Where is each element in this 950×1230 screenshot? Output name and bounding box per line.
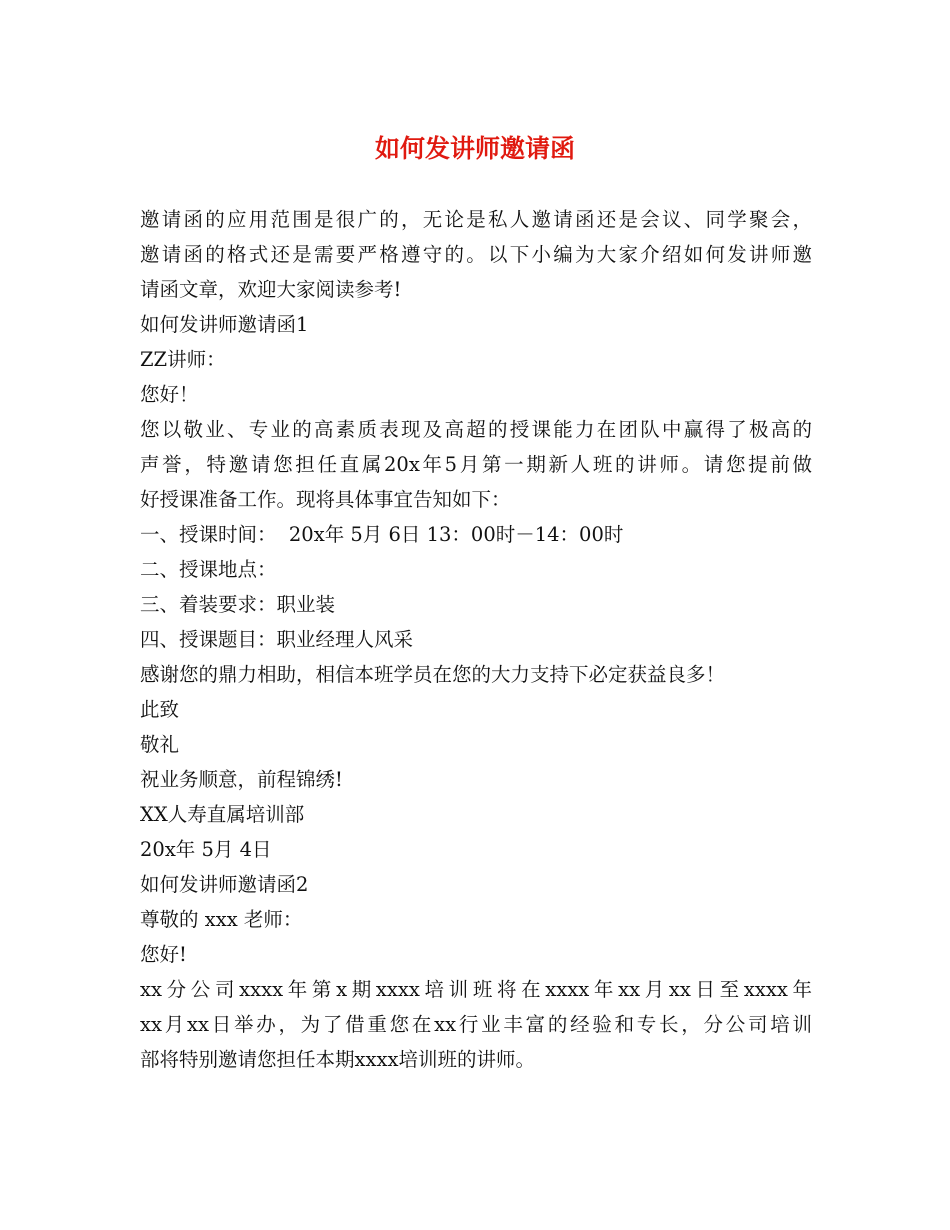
document-title: 如何发讲师邀请函 — [374, 134, 575, 163]
closing: 祝业务顺意，前程锦绣! — [140, 768, 343, 791]
paragraph-line: 您以敬业、专业的高素质表现及高超的授课能力在团队中赢得了极高的 — [140, 418, 812, 441]
paragraph-line: 邀请函的格式还是需要严格遵守的。以下小编为大家介绍如何发讲师邀 — [140, 243, 812, 266]
paragraph-line: 部将特别邀请您担任本期xxxx培训班的讲师。 — [140, 1048, 535, 1071]
greeting: 您好! — [140, 943, 187, 966]
list-item: 一、授课时间： 20x年 5月 6日 13：00时－14：00时 — [140, 523, 624, 546]
paragraph-line: xx分公司xxxx年第x期xxxx培训班将在xxxx年xx月xx日至xxxx年 — [140, 978, 812, 1001]
salutation: 尊敬的 xxx 老师： — [140, 908, 303, 931]
salutation: ZZ讲师： — [140, 348, 226, 371]
paragraph-line: 邀请函的应用范围是很广的，无论是私人邀请函还是会议、同学聚会， — [140, 208, 812, 231]
paragraph-line: 感谢您的鼎力相助，相信本班学员在您的大力支持下必定获益良多！ — [140, 663, 726, 686]
list-item: 三、着装要求：职业装 — [140, 593, 336, 616]
list-item: 四、授课题目：职业经理人风采 — [140, 628, 414, 651]
paragraph-line: 好授课准备工作。现将具体事宜告知如下： — [140, 488, 511, 511]
section-heading: 如何发讲师邀请函1 — [140, 313, 309, 336]
closing: 敬礼 — [140, 733, 180, 756]
paragraph-line: xx月xx日举办，为了借重您在xx行业丰富的经验和专长，分公司培训 — [140, 1013, 812, 1036]
greeting: 您好！ — [140, 383, 199, 406]
list-item: 二、授课地点： — [140, 558, 277, 581]
paragraph-line: 请函文章，欢迎大家阅读参考! — [140, 278, 402, 301]
date: 20x年 5月 4日 — [140, 838, 272, 861]
document-body — [140, 202, 812, 1077]
paragraph-line: 声誉，特邀请您担任直属20x年5月第一期新人班的讲师。请您提前做 — [140, 453, 812, 476]
section-heading: 如何发讲师邀请函2 — [140, 873, 309, 896]
signature: XX人寿直属培训部 — [140, 803, 305, 826]
closing: 此致 — [140, 698, 180, 721]
